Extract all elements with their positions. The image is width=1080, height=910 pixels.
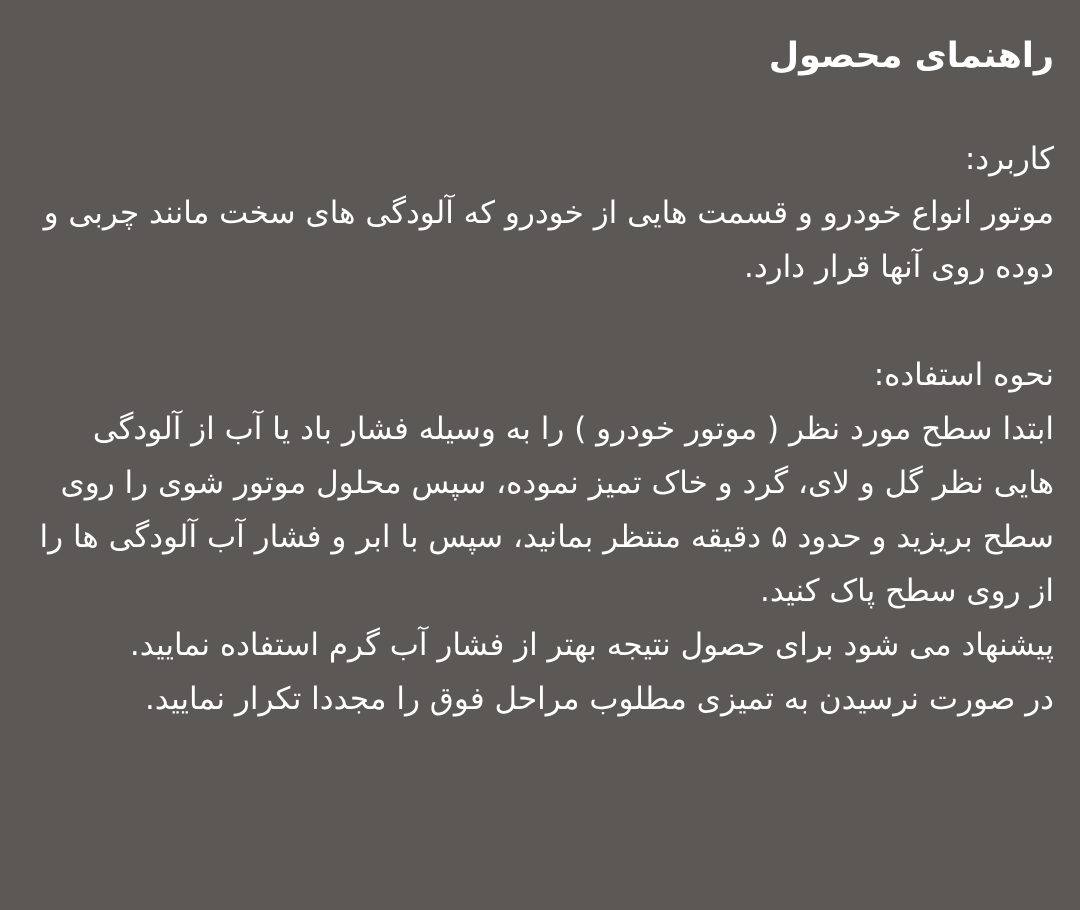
instructions-paragraph: ابتدا سطح مورد نظر ( موتور خودرو ) را به وسیله فشار باد یا آب از آلودگی هایی نظر گل و لای، گرد و خاک تمیز نموده، سپس محلول موتور شوی را روی سطح بریزید و حدود ۵ دقیقه منتظر بمانید، سپس با ابر و فشار آب آلودگی ها را از روی سطح پاک کنید. xyxy=(39,410,1054,609)
instructions-heading: نحوه استفاده: xyxy=(873,356,1054,393)
recommendation-paragraph: پیشنهاد می شود برای حصول نتیجه بهتر از فشار آب گرم استفاده نمایید. xyxy=(129,626,1054,663)
page-title: راهنمای محصول xyxy=(768,36,1054,76)
repeat-paragraph: در صورت نرسیدن به تمیزی مطلوب مراحل فوق را مجددا تکرار نمایید. xyxy=(144,680,1054,717)
usage-heading: کاربرد: xyxy=(964,140,1054,177)
instructions-section xyxy=(26,348,1054,726)
usage-section xyxy=(26,132,1054,294)
usage-text: موتور انواع خودرو و قسمت هایی از خودرو که آلودگی های سخت مانند چربی و دوده روی آنها قرار دارد. xyxy=(43,194,1054,285)
